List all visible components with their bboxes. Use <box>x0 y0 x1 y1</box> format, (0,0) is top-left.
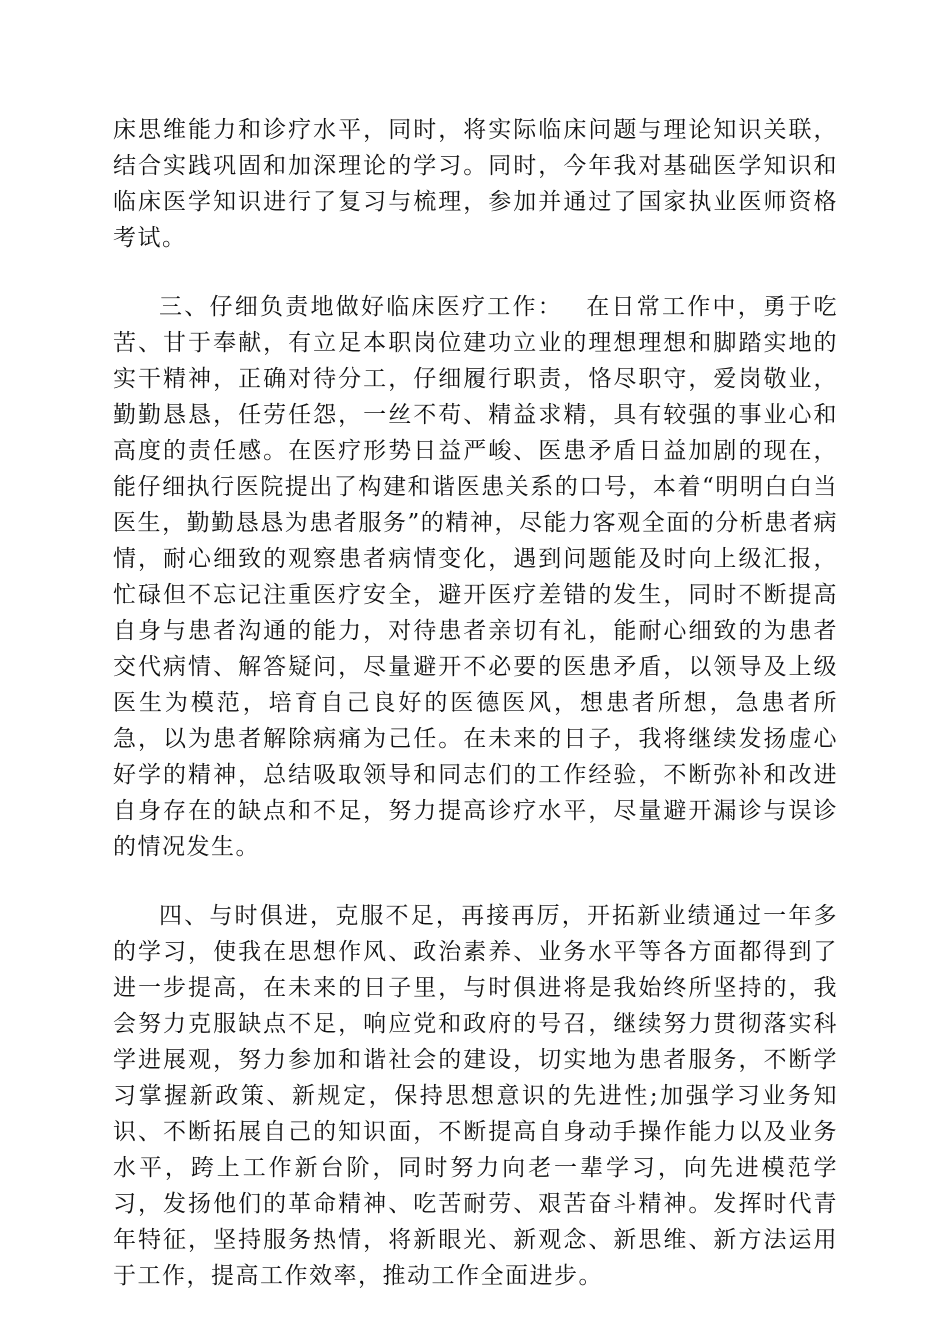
paragraph-continuation: 床思维能力和诊疗水平，同时，将实际临床问题与理论知识关联，结合实践巩固和加深理论的学习。同时，今年我对基础医学知识和临床医学知识进行了复习与梳理，参加并通过了国家执业医师资格考试。 <box>113 117 838 251</box>
paragraph-spacer <box>113 865 838 898</box>
paragraph-section-four: 四、与时俱进，克服不足，再接再厉，开拓新业绩通过一年多的学习，使我在思想作风、政治素养、业务水平等各方面都得到了进一步提高，在未来的日子里，与时俱进将是我始终所坚持的，我会努力克服缺点不足，响应党和政府的号召，继续努力贯彻落实科学进展观，努力参加和谐社会的建设，切实地为患者服务，不断学习掌握新政策、新规定，保持思想意识的先进性;加强学习业务知识、不断拓展自己的知识面，不断提高自身动手操作能力以及业务水平，跨上工作新台阶，同时努力向老一辈学习，向先进模范学习，发扬他们的革命精神、吃苦耐劳、艰苦奋斗精神。发挥时代青年特征，坚持服务热情，将新眼光、新观念、新思维、新方法运用于工作，提高工作效率，推动工作全面进步。 <box>113 903 838 1289</box>
paragraph-section-three: 三、仔细负责地做好临床医疗工作： 在日常工作中，勇于吃苦、甘于奉献，有立足本职岗位建功立业的理想理想和脚踏实地的实干精神，正确对待分工，仔细履行职责，恪尽职守，爱岗敬业，勤勤恳恳，任劳任怨，一丝不苟、精益求精，具有较强的事业心和高度的责任感。在医疗形势日益严峻、医患矛盾日益加剧的现在，能仔细执行医院提出了构建和谐医患关系的口号，本着“明明白白当医生，勤勤恳恳为患者服务”的精神，尽能力客观全面的分析患者病情，耐心细致的观察患者病情变化，遇到问题能及时向上级汇报，忙碌但不忘记注重医疗安全，避开医疗差错的发生，同时不断提高自身与患者沟通的能力，对待患者亲切有礼，能耐心细致的为患者交代病情、解答疑问，尽量避开不必要的医患矛盾，以领导及上级医生为模范，培育自己良好的医德医风，想患者所想，急患者所急，以为患者解除病痛为己任。在未来的日子，我将继续发扬虚心好学的精神，总结吸取领导和同志们的工作经验，不断弥补和改进自身存在的缺点和不足，努力提高诊疗水平，尽量避开漏诊与误诊的情况发生。 <box>113 294 838 860</box>
document-body <box>113 112 838 1294</box>
paragraph-spacer <box>113 256 838 289</box>
